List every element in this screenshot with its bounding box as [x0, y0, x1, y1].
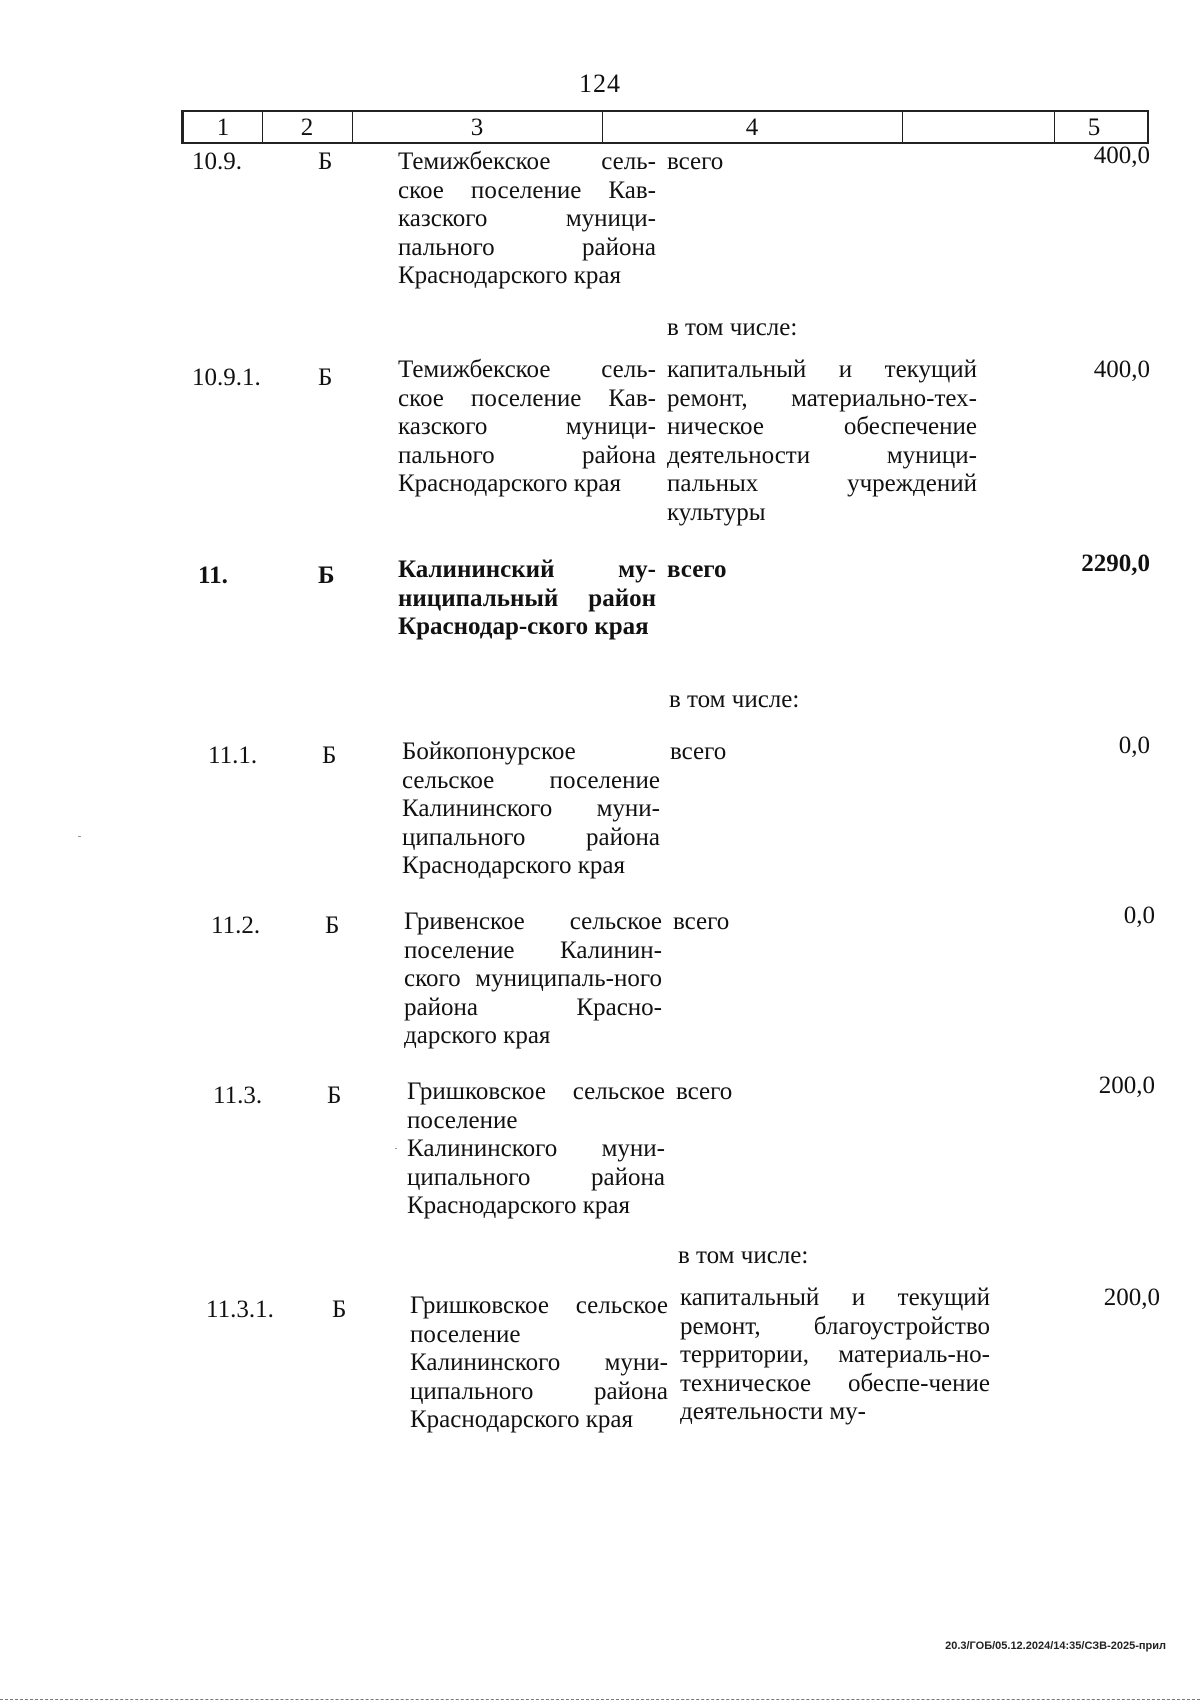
- header-col-1: 1: [216, 114, 230, 141]
- row-number: 11.2.: [211, 912, 261, 939]
- row-purpose: всего: [673, 908, 730, 935]
- row-purpose: всего: [667, 556, 727, 583]
- subtotal-label: в том числе:: [667, 314, 798, 341]
- row-type: Б: [318, 562, 335, 589]
- header-col-3: 3: [470, 114, 484, 141]
- row-type: Б: [318, 364, 333, 391]
- row-number: 11.: [198, 562, 228, 589]
- page-number: 124: [579, 69, 621, 98]
- row-purpose: капитальный и текущий ремонт, благоустройство территории, материаль-но-техническое обеспе-чение деятельности му-: [680, 1284, 990, 1425]
- header-col-2: 2: [300, 114, 314, 141]
- row-purpose: всего: [670, 738, 727, 765]
- row-number: 11.1.: [208, 742, 258, 769]
- row-type: Б: [332, 1296, 347, 1323]
- row-amount: 2290,0: [1081, 550, 1150, 577]
- row-recipient: Гривенское сельское поселение Калинин-ского муниципаль-ного района Красно-дарского края: [404, 908, 662, 1049]
- row-amount: 400,0: [1093, 356, 1150, 383]
- page-bottom-rule: [0, 1699, 1200, 1700]
- row-type: Б: [322, 742, 337, 769]
- scan-speck: [78, 836, 81, 837]
- row-amount: 200,0: [1103, 1284, 1160, 1311]
- subtotal-label: в том числе:: [678, 1242, 809, 1269]
- row-recipient: Гришковское сельское поселение Калининского муни-ципального района Краснодарского края: [407, 1078, 665, 1219]
- header-col-5: 5: [1087, 114, 1101, 141]
- row-amount: 0,0: [1118, 732, 1150, 759]
- scan-speck: [395, 1148, 397, 1149]
- row-amount: 400,0: [1093, 142, 1150, 169]
- table-header: [181, 110, 1149, 144]
- document-code: 20.3/ГОБ/05.12.2024/14:35/СЗВ-2025-прил: [945, 1640, 1166, 1652]
- row-number: 10.9.: [192, 148, 242, 175]
- row-purpose: всего: [676, 1078, 733, 1105]
- row-purpose: капитальный и текущий ремонт, материально-тех-ническое обеспечение деятельности муници-пальных учреждений культуры: [667, 356, 977, 526]
- row-recipient: Бойкопонурское сельское поселение Калининского муни-ципального района Краснодарского края: [402, 738, 660, 879]
- row-recipient: Темижбекское сель-ское поселение Кав-казского муници-пального района Краснодарского края: [398, 356, 656, 497]
- row-number: 10.9.1.: [192, 364, 261, 391]
- row-recipient: Темижбекское сель-ское поселение Кав-казского муници-пального района Краснодарского края: [398, 148, 656, 289]
- row-amount: 200,0: [1098, 1072, 1155, 1099]
- subtotal-label: в том числе:: [669, 686, 800, 713]
- row-type: Б: [325, 912, 340, 939]
- row-type: Б: [318, 148, 333, 175]
- header-col-4: 4: [745, 114, 759, 141]
- row-recipient: Калининский му-ниципальный район Краснодар-ского края: [398, 556, 656, 640]
- row-amount: 0,0: [1123, 902, 1155, 929]
- row-purpose: всего: [667, 148, 724, 175]
- row-number: 11.3.: [213, 1082, 263, 1109]
- row-recipient: Гришковское сельское поселение Калининского муни-ципального района Краснодарского края: [410, 1292, 668, 1433]
- row-type: Б: [327, 1082, 342, 1109]
- row-number: 11.3.1.: [206, 1296, 274, 1323]
